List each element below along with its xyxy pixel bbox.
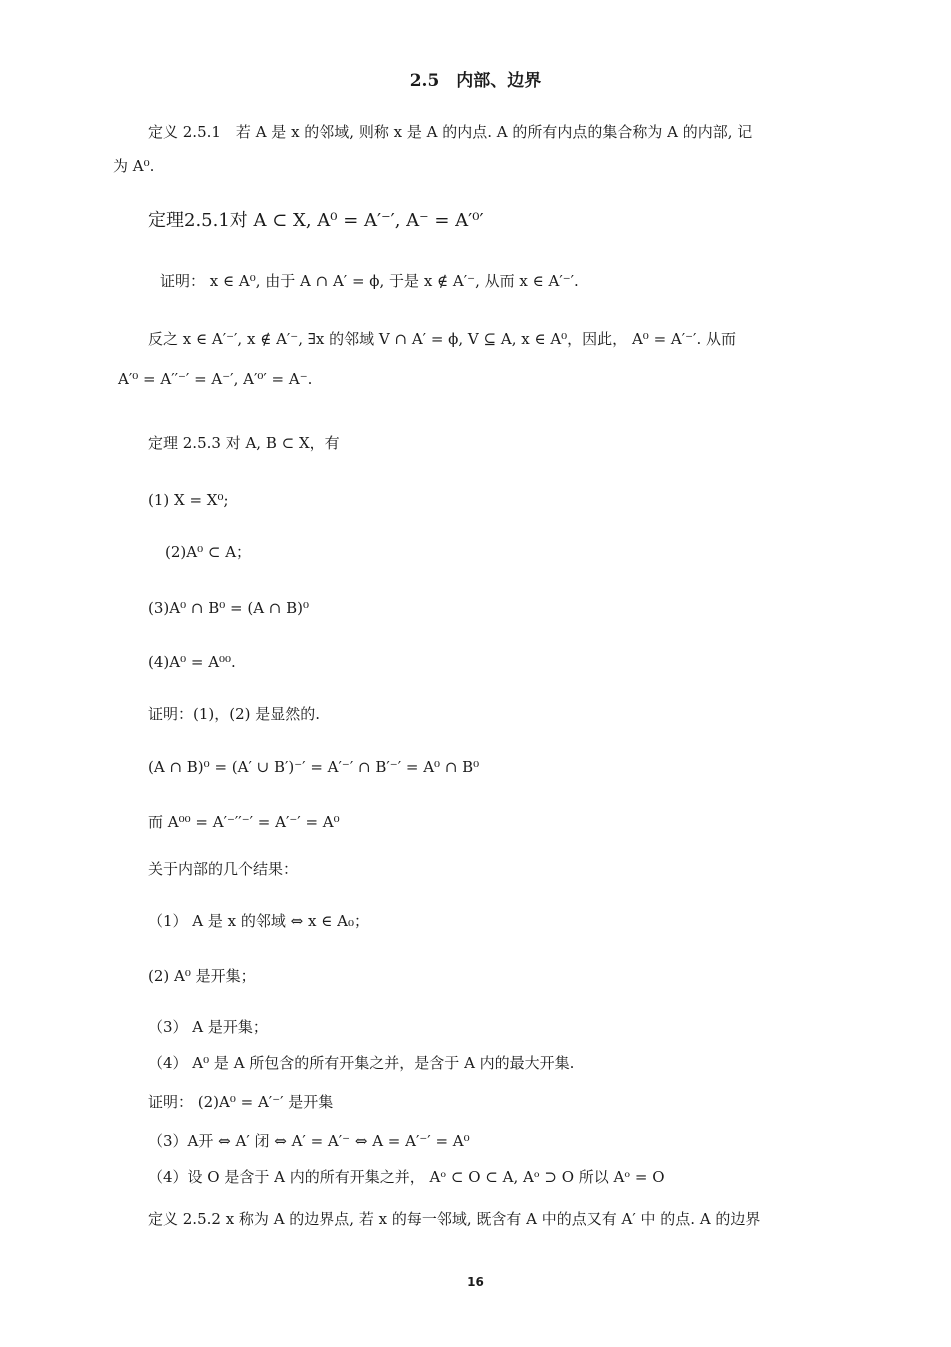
- proof-line-2: 反之 x ∈ A′⁻′, x ∉ A′⁻, ∃x 的邻域 V ∩ A′ = ϕ, V ⊆ A, x ∈ A⁰，因此， A⁰ = A′⁻′. 从而: [148, 330, 736, 348]
- page-number: 16: [467, 1275, 484, 1289]
- result-1: （1） A 是 x 的邻域 ⇔ x ∈ A₀；: [148, 912, 369, 930]
- theorem-2-5-3: 定理 2.5.3 对 A, B ⊂ X，有: [148, 434, 340, 452]
- definition-2-5-2: 定义 2.5.2 x 称为 A 的边界点, 若 x 的每一邻域, 既含有 A 中的点又有 A′ 中 的点. A 的边界: [148, 1210, 761, 1228]
- proof-result-2: 证明： (2)A⁰ = A′⁻′ 是开集: [148, 1093, 334, 1111]
- proof-result-4: （4）设 O 是含于 A 内的所有开集之并， Aᵒ ⊂ O ⊂ A, Aᵒ ⊃ O 所以 Aᵒ = O: [148, 1168, 665, 1186]
- proof-intersection: (A ∩ B)⁰ = (A′ ∪ B′)⁻′ = A′⁻′ ∩ B′⁻′ = A⁰ ∩ B⁰: [148, 758, 480, 776]
- definition-2-5-1-cont: 为 A⁰.: [113, 157, 155, 175]
- proof-obvious: 证明：(1)，(2) 是显然的.: [148, 705, 321, 723]
- result-4: （4） A⁰ 是 A 所包含的所有开集之并，是含于 A 内的最大开集.: [148, 1054, 575, 1072]
- section-title: 2.5 内部、边界: [409, 71, 542, 91]
- item-1: (1) X = X⁰;: [148, 491, 229, 509]
- definition-2-5-1: 定义 2.5.1 若 A 是 x 的邻域, 则称 x 是 A 的内点. A 的所有内点的集合称为 A 的内部, 记: [148, 123, 753, 141]
- item-4: (4)A⁰ = A⁰⁰.: [148, 653, 236, 671]
- proof-line-1: 证明： x ∈ A⁰, 由于 A ∩ A′ = ϕ, 于是 x ∉ A′⁻, 从而 x ∈ A′⁻′.: [160, 272, 579, 290]
- item-2: (2)A⁰ ⊂ A；: [165, 543, 252, 561]
- proof-line-3: A′⁰ = A′′⁻′ = A⁻′, A′⁰′ = A⁻.: [118, 370, 313, 388]
- proof-result-3: （3）A开 ⇔ A′ 闭 ⇔ A′ = A′⁻ ⇔ A = A′⁻′ = A⁰: [148, 1132, 470, 1150]
- results-heading: 关于内部的几个结果：: [148, 860, 299, 878]
- item-3: (3)A⁰ ∩ B⁰ = (A ∩ B)⁰: [148, 599, 310, 617]
- result-2: (2) A⁰ 是开集；: [148, 967, 256, 985]
- result-3: （3） A 是开集；: [148, 1018, 268, 1036]
- proof-idempotent: 而 A⁰⁰ = A′⁻′′⁻′ = A′⁻′ = A⁰: [148, 813, 340, 831]
- theorem-2-5-1: 定理2.5.1对 A ⊂ X, A⁰ = A′⁻′, A⁻ = A′⁰′: [148, 210, 484, 231]
